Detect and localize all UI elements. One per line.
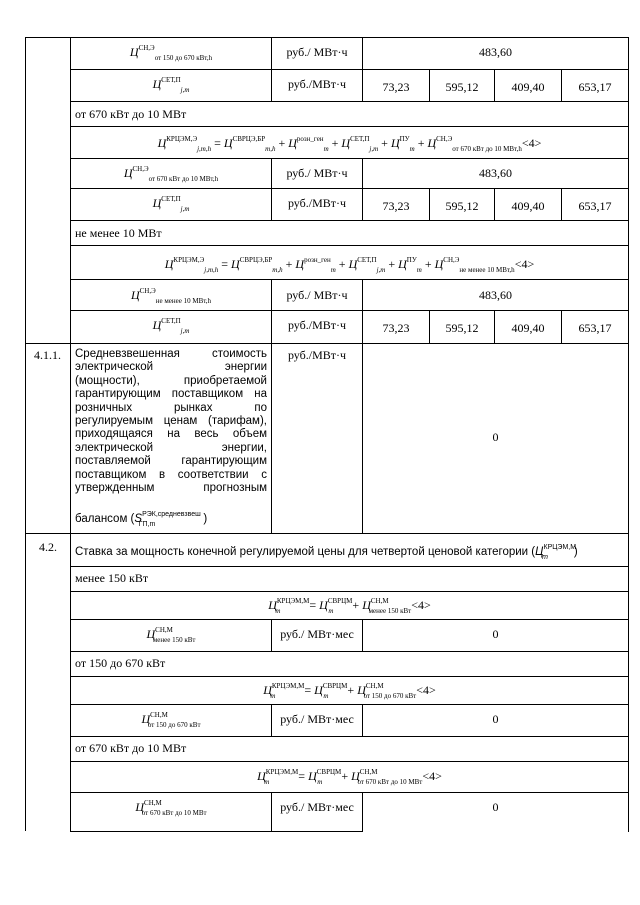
- unit-label: руб./МВт·ч: [287, 348, 347, 362]
- item-description-end: балансом ($S^{РЭК,средневзвеш}_{ГП,m}$ ): [75, 511, 208, 528]
- row-divider: [70, 188, 629, 189]
- group-heading: от 670 кВт до 10 МВт: [75, 741, 187, 755]
- symbol-set-p: $Ц^{СЕТ,П}_{j,m}$: [152, 76, 190, 94]
- table-border-left: [25, 533, 26, 831]
- value-cell: 0: [492, 712, 499, 726]
- value-cell: 595,12: [445, 80, 479, 94]
- formula-krcem-e-min10: $Ц^{КРЦЭМ,Э}_{j,m,h} = Ц^{СВРЦЭ,БР}_{m,h} + Ц^{розн\_ген}_m + Ц^{СЕТ,П}_{j,m} + Ц^{ПУ}_m + Ц^{СН,Э}_{не менее 10 МВт,h}<4>$: [164, 256, 535, 274]
- value-cell: 0: [492, 430, 499, 444]
- value-cell: 409,40: [511, 80, 545, 94]
- unit-label: руб./МВт·ч: [287, 196, 347, 210]
- row-divider: [25, 37, 629, 38]
- value-cell: 73,23: [382, 321, 410, 335]
- table-border-left: [25, 343, 26, 533]
- formula-krcem-m-less150: $Ц^{КРЦЭМ,М}_m = Ц^{СВРЦМ}_m + Ц^{СН,М}_{менее 150 кВт}<4>$: [268, 597, 431, 615]
- row-divider: [70, 792, 629, 793]
- row-divider: [70, 566, 629, 567]
- unit-label: руб./ МВт·ч: [286, 288, 348, 302]
- row-divider: [70, 245, 629, 246]
- table-border-right: [628, 37, 629, 832]
- symbol-sn-e-670-10: $Ц^{СН,Э}_{от 670 кВт до 10 МВт,h}$: [123, 165, 219, 183]
- row-divider: [70, 704, 629, 705]
- formula-krcem-m-670-10: $Ц^{КРЦЭМ,М}_m = Ц^{СВРЦМ}_m + Ц^{СН,М}_{от 670 кВт до 10 МВт}<4>$: [257, 768, 442, 786]
- row-divider: [70, 126, 629, 127]
- row-divider: [70, 761, 629, 762]
- row-divider: [70, 220, 629, 221]
- unit-label: руб./ МВт·мес: [280, 800, 354, 814]
- row-divider: [70, 158, 629, 159]
- value-cell: 409,40: [511, 321, 545, 335]
- row-divider: [70, 591, 629, 592]
- unit-label: руб./МВт·ч: [287, 318, 347, 332]
- item-description: Средневзвешенная стоимость электрической энергии (мощности), приобретаемой гарантирующим поставщиком на розничных рынках по регулируемым ценам (тарифам), приходящаяся на весь объем электрической энергии, поставляемой гарантирующим поставщиком в соответствии с утвержденным прогнозным: [75, 348, 267, 494]
- value-cell: 483,60: [479, 288, 512, 302]
- value-cell: 595,12: [445, 199, 479, 213]
- column-divider: [271, 343, 272, 533]
- symbol-set-p: $Ц^{СЕТ,П}_{j,m}$: [152, 195, 190, 213]
- group-heading: от 150 до 670 кВт: [75, 656, 166, 670]
- value-cell: 653,17: [578, 199, 612, 213]
- value-cell: 595,12: [445, 321, 479, 335]
- unit-label: руб./ МВт·ч: [286, 166, 348, 180]
- row-divider: [70, 676, 629, 677]
- symbol-sn-e-min10: $Ц^{СН,Э}_{не менее 10 МВт,h}$: [130, 287, 212, 305]
- value-cell: 0: [492, 800, 499, 814]
- value-cell: 73,23: [382, 80, 410, 94]
- row-divider: [70, 310, 629, 311]
- row-divider: [70, 651, 629, 652]
- group-heading: от 670 кВт до 10 МВт: [75, 107, 187, 121]
- value-cell: 653,17: [578, 321, 612, 335]
- row-divider: [25, 533, 629, 534]
- item-number: 4.1.1.: [34, 348, 61, 362]
- row-divider: [70, 69, 629, 70]
- unit-label: руб./ МВт·мес: [280, 627, 354, 641]
- symbol-sn-m-150-670: $Ц^{СН,М}_{от 150 до 670 кВт}$: [141, 711, 201, 729]
- row-divider: [70, 831, 363, 832]
- symbol-sn-m-less150: $Ц^{СН,М}_{менее 150 кВт}$: [146, 626, 196, 644]
- group-heading: менее 150 кВт: [75, 571, 149, 585]
- row-divider: [70, 279, 629, 280]
- value-cell: 483,60: [479, 166, 512, 180]
- group-heading: не менее 10 МВт: [75, 226, 162, 240]
- value-cell: 409,40: [511, 199, 545, 213]
- value-cell: 0: [492, 627, 499, 641]
- item-title: Ставка за мощность конечной регулируемой цены для четвертой ценовой категории ($Ц^{КРЦЭМ,М}_m$ ): [75, 544, 578, 561]
- row-divider: [70, 619, 629, 620]
- value-cell: 653,17: [578, 80, 612, 94]
- table-border-left: [25, 37, 26, 343]
- item-number: 4.2.: [39, 540, 57, 554]
- symbol-set-p: $Ц^{СЕТ,П}_{j,m}$: [152, 317, 190, 335]
- formula-krcem-e-670-10: $Ц^{КРЦЭМ,Э}_{j,m,h} = Ц^{СВРЦЭ,БР}_{m,h} + Ц^{розн\_ген}_m + Ц^{СЕТ,П}_{j,m} + Ц^{ПУ}_m + Ц^{СН,Э}_{от 670 кВт до 10 МВт,h}<4>$: [157, 135, 542, 153]
- value-cell: 73,23: [382, 199, 410, 213]
- formula-krcem-m-150-670: $Ц^{КРЦЭМ,М}_m = Ц^{СВРЦМ}_m + Ц^{СН,М}_{от 150 до 670 кВт}<4>$: [263, 682, 436, 700]
- symbol-sn-m-670-10: $Ц^{СН,М}_{от 670 кВт до 10 МВт}$: [135, 799, 207, 817]
- symbol-sn-e-150-670: $Ц^{СН,Э}_{от 150 до 670 кВт,h}$: [129, 44, 213, 62]
- row-divider: [70, 101, 629, 102]
- unit-label: руб./ МВт·мес: [280, 712, 354, 726]
- row-divider: [25, 343, 629, 344]
- unit-label: руб./МВт·ч: [287, 77, 347, 91]
- value-cell: 483,60: [479, 45, 512, 59]
- row-divider: [70, 736, 629, 737]
- unit-label: руб./ МВт·ч: [286, 45, 348, 59]
